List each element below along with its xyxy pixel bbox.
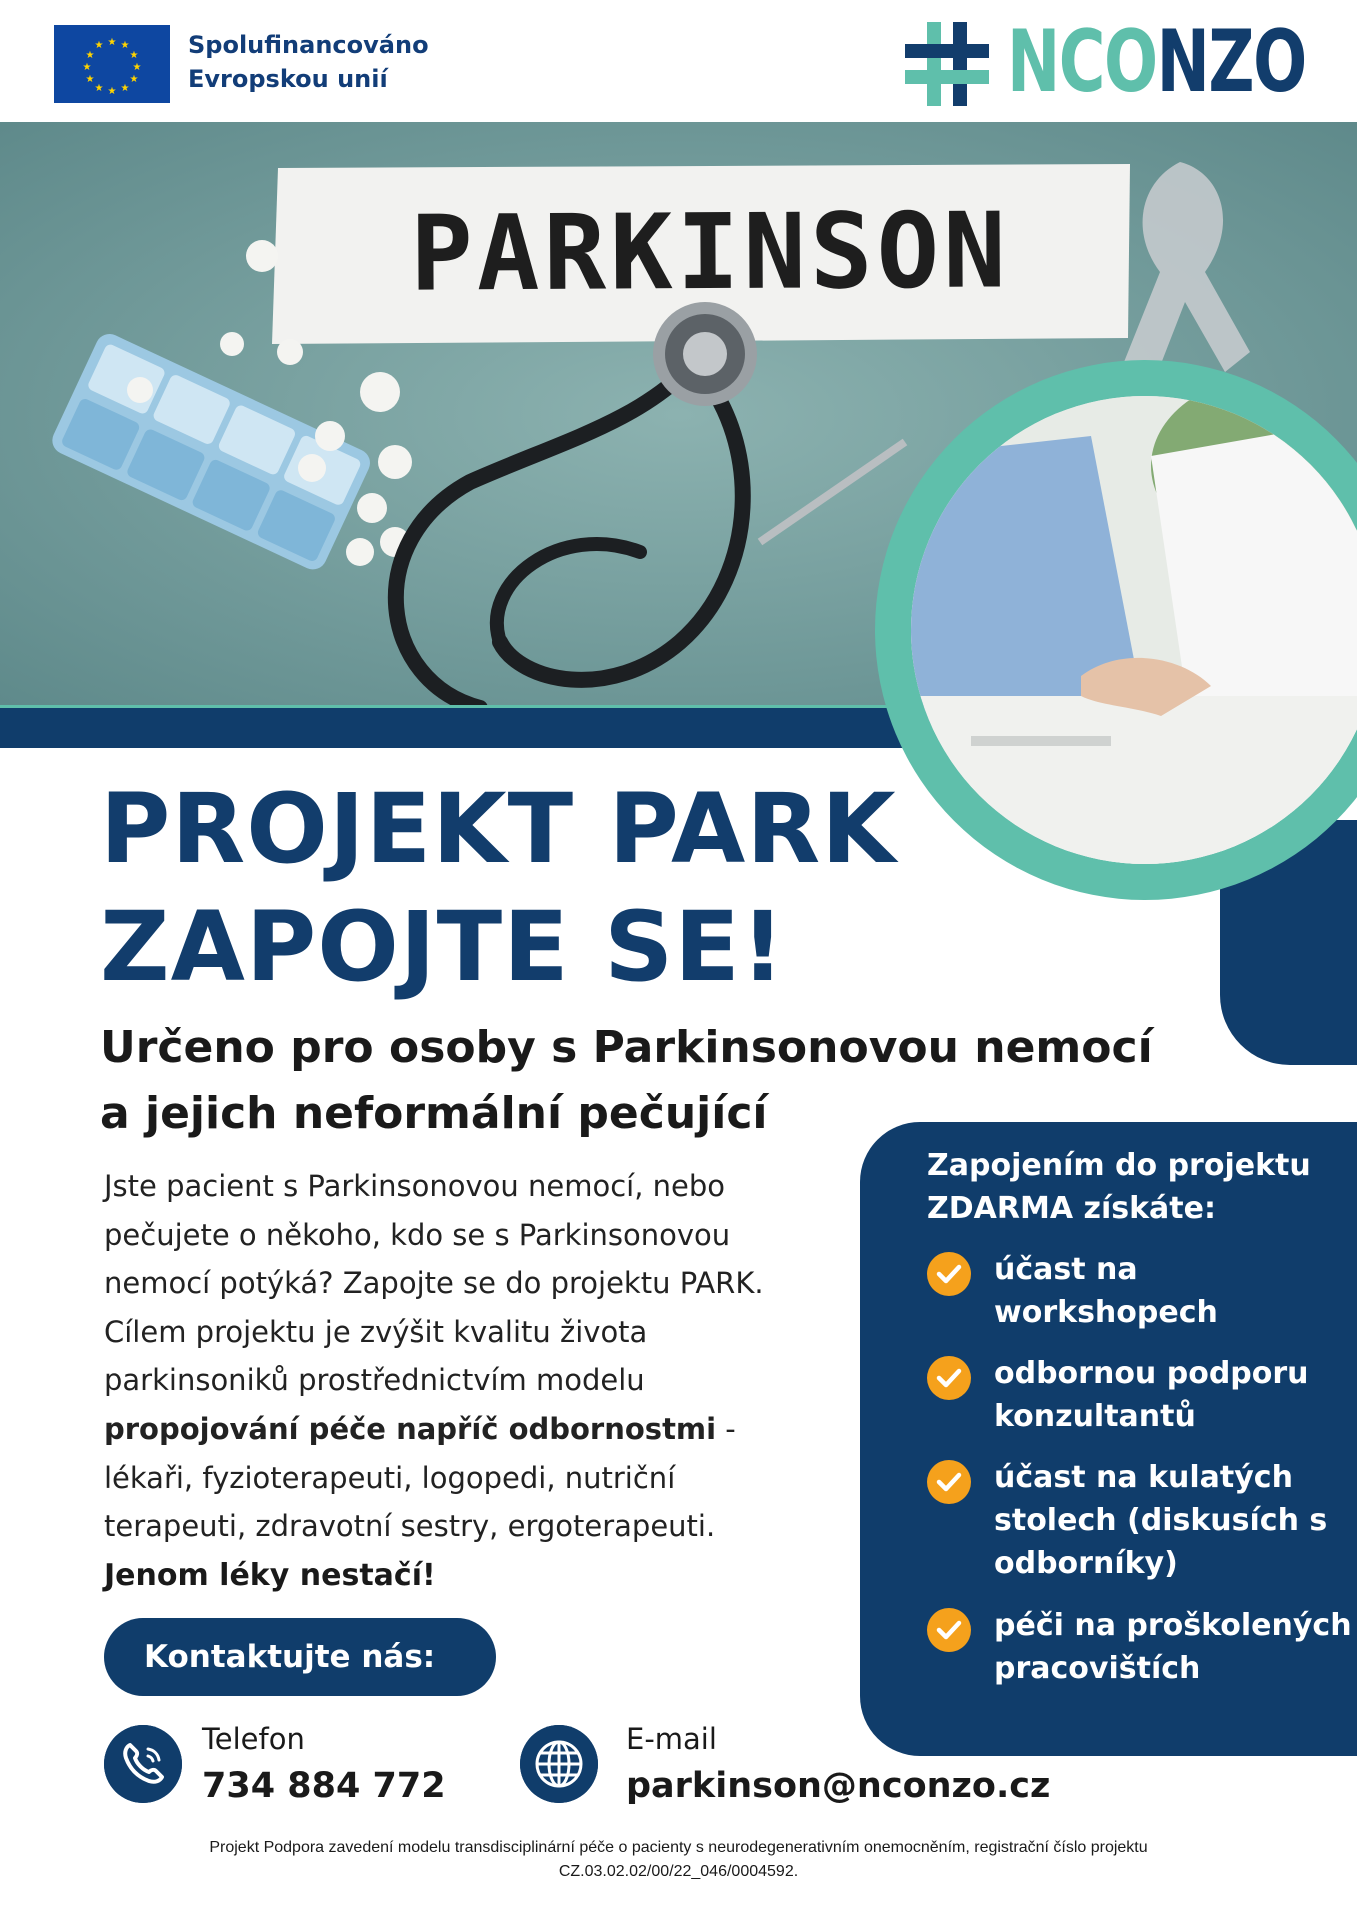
phone-icon bbox=[104, 1725, 182, 1803]
check-icon bbox=[927, 1460, 971, 1504]
description-part-2: - lékaři, fyzioterapeuti, logopedi, nutriční terapeuti, zdravotní sestry, ergoterapeuti. bbox=[104, 1411, 736, 1544]
svg-text:★: ★ bbox=[107, 37, 117, 48]
email-link[interactable]: parkinson@nconzo.cz bbox=[626, 1766, 1051, 1806]
phone-number-link[interactable]: 734 884 772 bbox=[202, 1766, 446, 1806]
doctor-photo bbox=[911, 396, 1357, 864]
benefit-text: účast na workshopech bbox=[994, 1252, 1218, 1330]
contact-us-label: Kontaktujte nás: bbox=[144, 1639, 436, 1675]
eu-cofinanced-label bbox=[188, 28, 429, 96]
project-description bbox=[104, 1162, 824, 1551]
svg-text:★: ★ bbox=[85, 74, 95, 85]
eu-line-2: Evropskou unií bbox=[188, 65, 388, 93]
svg-text:★: ★ bbox=[120, 83, 130, 94]
svg-text:★: ★ bbox=[129, 74, 139, 85]
benefit-text: odbornou podporu konzultantů bbox=[994, 1356, 1309, 1434]
benefit-text: péči na proškolených pracovištích bbox=[994, 1608, 1352, 1686]
check-icon bbox=[927, 1608, 971, 1652]
medical-cross-icon bbox=[905, 22, 989, 106]
check-icon bbox=[927, 1252, 971, 1296]
parkinson-sign: PARKINSON bbox=[409, 189, 1011, 315]
tagline: Jenom léky nestačí! bbox=[104, 1558, 436, 1593]
footer-line-2: CZ.03.02.02/00/22_046/0004592. bbox=[558, 1863, 799, 1880]
eu-flag-icon bbox=[54, 25, 170, 103]
svg-text:★: ★ bbox=[94, 83, 104, 94]
subheadline-line-1: Určeno pro osoby s Parkinsonovou nemocí bbox=[100, 1022, 1153, 1073]
subheadline-line-2: a jejich neformální pečující bbox=[100, 1088, 768, 1139]
svg-text:★: ★ bbox=[82, 62, 92, 73]
benefit-text: účast na kulatých stolech (diskusích s odborníky) bbox=[994, 1460, 1328, 1581]
svg-text:★: ★ bbox=[129, 50, 139, 61]
phone-label: Telefon bbox=[202, 1722, 305, 1756]
navy-band bbox=[0, 708, 905, 748]
svg-text:★: ★ bbox=[94, 40, 104, 51]
contact-us-button[interactable] bbox=[104, 1618, 496, 1696]
description-bold: propojování péče napříč odbornostmi bbox=[104, 1411, 717, 1446]
svg-text:★: ★ bbox=[107, 86, 117, 97]
svg-text:★: ★ bbox=[85, 50, 95, 61]
svg-text:★: ★ bbox=[120, 40, 130, 51]
project-footer-note bbox=[80, 1836, 1277, 1884]
description-part-1: Jste pacient s Parkinsonovou nemocí, nebo pečujete o někoho, kdo se s Parkinsonovou nemocí potýká? Zapojte se do projektu PARK. Cílem projektu je zvýšit kvalitu života parkinsoniků prostřednictvím modelu bbox=[104, 1169, 764, 1398]
email-label: E-mail bbox=[626, 1722, 717, 1756]
nconzo-logo bbox=[905, 12, 1306, 112]
benefits-title: Zapojením do projektu ZDARMA získáte: bbox=[927, 1148, 1311, 1226]
main-headline bbox=[100, 770, 897, 1006]
globe-icon bbox=[520, 1725, 598, 1803]
logo-part-1: NCO bbox=[1007, 12, 1157, 112]
eu-line-1: Spolufinancováno bbox=[188, 31, 429, 59]
headline-line-2: ZAPOJTE SE! bbox=[100, 891, 786, 1003]
headline-line-1: PROJEKT PARK bbox=[100, 773, 897, 885]
footer-line-1: Projekt Podpora zavedení modelu transdisciplinární péče o pacienty s neurodegenerativním onemocněním, registrační číslo projektu bbox=[209, 1839, 1148, 1856]
logo-wordmark bbox=[1007, 12, 1306, 112]
logo-part-2: NZO bbox=[1156, 12, 1306, 112]
check-icon bbox=[927, 1356, 971, 1400]
benefits-panel bbox=[860, 1122, 1357, 1756]
svg-text:★: ★ bbox=[132, 62, 142, 73]
